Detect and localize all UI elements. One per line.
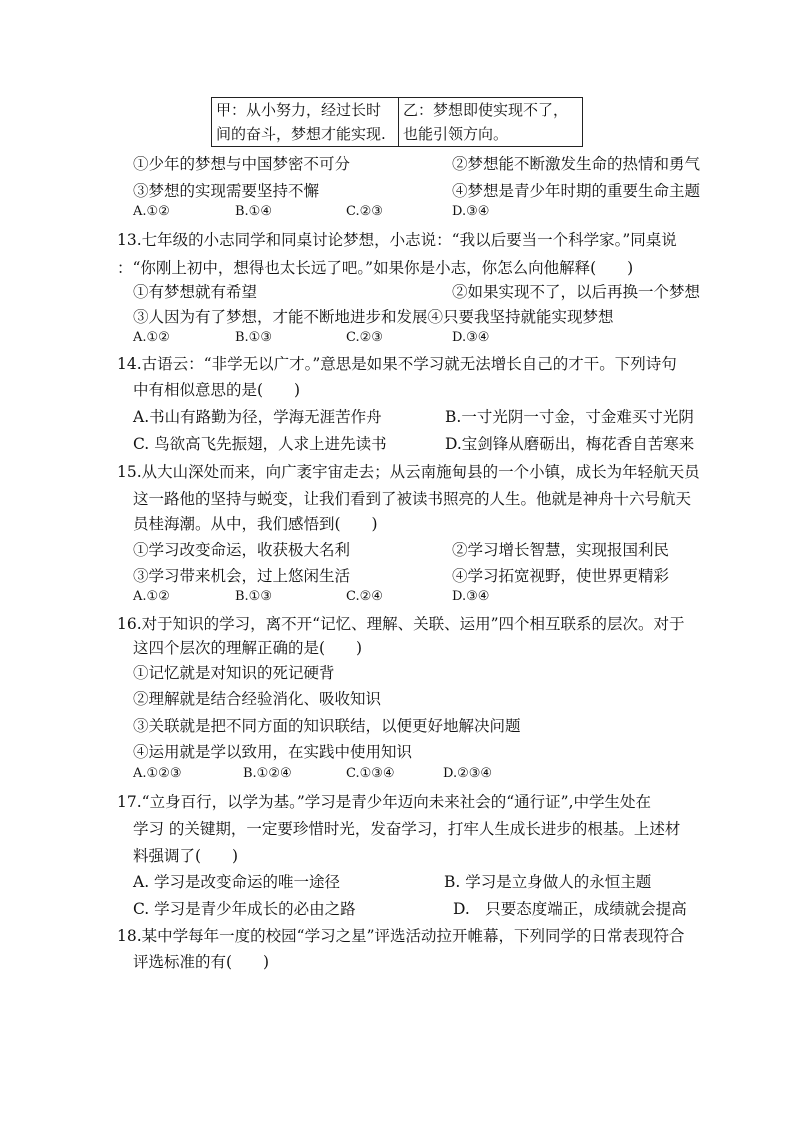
q12-item-3: ③梦想的实现需要坚持不懈 <box>133 182 320 200</box>
statement-yi <box>399 98 583 147</box>
q16-option-a: A.①②③ <box>133 766 182 781</box>
q16-item-2: ②理解就是结合经验消化、吸收知识 <box>133 690 382 708</box>
q15-stem-line3: 员桂海潮。从中，我们感悟到( ) <box>133 515 378 533</box>
q16-option-d: D.②③④ <box>443 766 493 781</box>
q13-option-b: B.①③ <box>235 330 272 345</box>
q14-option-a: A.书山有路勤为径，学海无涯苦作舟 <box>133 408 382 426</box>
q17-stem-line2: 学习 的关键期，一定要珍惜时光，发奋学习，打牢人生成长进步的根基。上述材 <box>133 820 681 838</box>
q16-stem-line1: 16.对于知识的学习，离不开“记忆、理解、关联、运用”四个相互联系的层次。对于 <box>117 615 685 633</box>
statement-yi-line1: 乙：梦想即使实现不了， <box>403 101 569 119</box>
q13-item-1: ①有梦想就有希望 <box>133 283 258 301</box>
q12-option-b: B.①④ <box>235 204 272 219</box>
q17-stem-line1: 17.“立身百行，以学为基。”学习是青少年迈向未来社会的“通行证”,中学生处在 <box>117 793 652 811</box>
q15-option-b: B.①③ <box>235 589 272 604</box>
q13-option-c: C.②③ <box>346 330 383 345</box>
q15-option-c: C.②④ <box>346 589 383 604</box>
q12-item-1: ①少年的梦想与中国梦密不可分 <box>133 155 351 173</box>
q15-option-a: A.①② <box>133 589 170 604</box>
q16-option-b: B.①②④ <box>243 766 292 781</box>
q16-item-3: ③关联就是把不同方面的知识联结，以便更好地解决问题 <box>133 717 521 735</box>
q14-stem-line2: 中有相似意思的是( ) <box>133 381 301 399</box>
q15-stem-line1: 15.从大山深处而来，向广袤宇宙走去；从云南施甸县的一个小镇，成长为年轻航天员 <box>117 463 700 481</box>
q13-item-3-4: ③人因为有了梦想，才能不断地进步和发展④只要我坚持就能实现梦想 <box>133 308 614 326</box>
q14-stem-line1: 14.古语云：“非学无以广才。”意思是如果不学习就无法增长自己的才干。下列诗句 <box>117 355 677 373</box>
q15-item-3: ③学习带来机会，过上悠闲生活 <box>133 567 351 585</box>
q17-option-c: C. 学习是青少年成长的必由之路 <box>133 900 356 918</box>
q14-option-b: B.一寸光阴一寸金，寸金难买寸光阴 <box>445 408 694 426</box>
q13-stem-line2: ：“你刚上初中，想得也太长远了吧。”如果你是小志，你怎么向他解释( ) <box>117 259 634 277</box>
q13-option-d: D.③④ <box>452 330 490 345</box>
q12-option-d: D.③④ <box>452 204 490 219</box>
q16-stem-line2: 这四个层次的理解正确的是( ) <box>133 639 363 657</box>
q12-option-a: A.①② <box>133 204 170 219</box>
q12-item-2: ②梦想能不断激发生命的热情和勇气 <box>452 155 701 173</box>
q13-item-2: ②如果实现不了，以后再换一个梦想 <box>452 283 701 301</box>
q12-option-c: C.②③ <box>346 204 383 219</box>
statement-jia-line2: 间的奋斗，梦想才能实现. <box>216 125 386 143</box>
q14-option-c: C. 鸟欲高飞先振翅，人求上进先读书 <box>133 435 387 453</box>
q18-stem-line1: 18.某中学每年一度的校园“学习之星”评选活动拉开帷幕，下列同学的日常表现符合 <box>117 927 685 945</box>
q17-option-b: B. 学习是立身做人的永恒主题 <box>444 873 652 891</box>
q13-option-a: A.①② <box>133 330 170 345</box>
q17-option-a: A. 学习是改变命运的唯一途径 <box>133 873 341 891</box>
comparison-table <box>211 97 583 147</box>
q17-stem-line3: 料强调了( ) <box>133 847 239 865</box>
q15-stem-line2: 这一路他的坚持与蜕变，让我们看到了被读书照亮的人生。他就是神舟十六号航天 <box>133 490 692 508</box>
q13-stem-line1: 13.七年级的小志同学和同桌讨论梦想，小志说：“我以后要当一个科学家。”同桌说 <box>117 231 677 249</box>
q16-option-c: C.①③④ <box>346 766 395 781</box>
q15-item-1: ①学习改变命运，收获极大名利 <box>133 541 351 559</box>
q14-option-d: D.宝剑锋从磨砺出，梅花香自苦寒来 <box>445 435 695 453</box>
q15-option-d: D.③④ <box>452 589 490 604</box>
q15-item-2: ②学习增长智慧，实现报国利民 <box>452 541 670 559</box>
statement-yi-line2: 也能引领方向。 <box>403 125 509 143</box>
q16-item-1: ①记忆就是对知识的死记硬背 <box>133 664 335 682</box>
q17-option-d: D. 只要态度端正，成绩就会提高 <box>453 900 687 918</box>
q18-stem-line2: 评选标准的有( ) <box>133 953 270 971</box>
statement-jia-line1: 甲：从小努力，经过长时 <box>216 101 382 119</box>
q16-item-4: ④运用就是学以致用，在实践中使用知识 <box>133 743 413 761</box>
q15-item-4: ④学习拓宽视野，使世界更精彩 <box>452 567 670 585</box>
statement-jia <box>212 98 399 147</box>
q12-item-4: ④梦想是青少年时期的重要生命主题 <box>452 182 701 200</box>
